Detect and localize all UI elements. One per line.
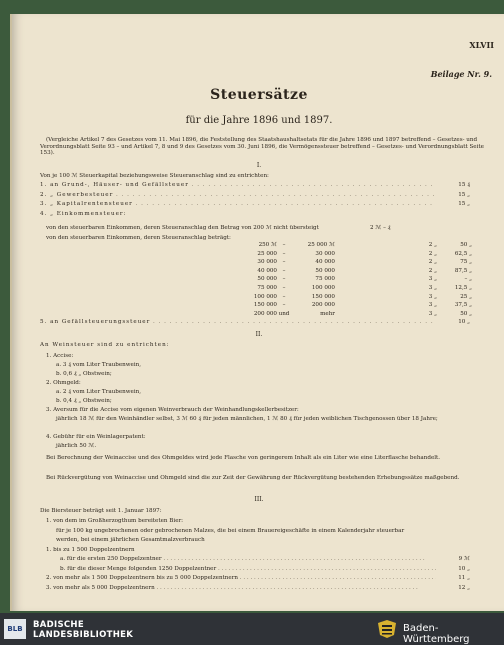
income-cell-from: 25 000: [257, 250, 277, 257]
row-value: 11 „: [458, 575, 470, 581]
income-cell-p: 25 „: [460, 293, 472, 300]
income-row: [237, 268, 472, 275]
income-cell-blank: [335, 251, 417, 258]
income-cell-p: – „: [464, 276, 472, 283]
row-value: 12 „: [458, 584, 470, 591]
row-value: 15 „: [458, 191, 470, 198]
crest-icon: [376, 619, 398, 639]
beer-line: 1. bis zu 1 500 Doppelzentnern: [46, 546, 135, 553]
income-cell-from: 50 000: [257, 276, 277, 283]
row-label: 1. an Grund-, Häuser- und Gefällsteuer . . .: [40, 182, 436, 189]
wine-line: b. 0,6 ₰ „ Obstwein;: [56, 371, 112, 377]
bw-name: Baden-Württemberg: [403, 623, 470, 645]
income-row: [237, 311, 472, 318]
wine-line: 2. Ohmgeld:: [46, 380, 81, 386]
section-1-heading: I.: [256, 162, 262, 169]
income-row: [237, 259, 472, 266]
income-cell-blank: [335, 311, 417, 318]
income-cell-m: 2 „: [428, 250, 437, 257]
row-label: 3. von mehr als 5 000 Doppelzentnern . . .: [46, 585, 436, 592]
beer-line: für je 100 kg ungebrochenen oder gebrochenen Malzes, die bei einem Brauereigeschäfte in einem Kalenderjahr steuerbar: [56, 527, 405, 534]
income-cell-to: 75 000: [315, 276, 335, 283]
income-cell-blank: [335, 276, 417, 283]
income-cell-m: 3 „: [428, 310, 437, 317]
income-cell-blank: [335, 294, 417, 301]
income-cell-sep: –: [282, 267, 286, 274]
income-row: [237, 285, 472, 292]
income-cell-sep: –: [282, 276, 286, 283]
row-value: 15 ₰: [458, 182, 470, 188]
row-label: b. für die dieser Menge folgenden 1250 Doppelzentner . . .: [60, 566, 436, 573]
table-row: [60, 556, 470, 563]
beer-line: werden, bei einem jährlichen Gesamtmalzverbrauch: [56, 537, 205, 543]
income-cell-p: 50 „: [460, 242, 472, 248]
wine-line: a. 2 ₰ vom Liter Traubenwein,: [56, 389, 142, 395]
row-label: 2. von mehr als 1 500 Doppelzentnern bis zu 5 000 Doppelzentnern . . .: [46, 575, 436, 582]
wine-paragraph-2: Bei Rückvergütung von Weinaccise und Ohmgeld sind die zur Zeit der Gewährung der Rückvergütung bestehenden Erhebungssätze maßgebend.: [46, 475, 460, 481]
income-cell-from: 250 ℳ: [258, 242, 277, 248]
income-cell-sep: –: [282, 293, 286, 300]
income-cell-m: 3 „: [428, 302, 437, 309]
page-subtitle: für die Jahre 1896 und 1897.: [185, 115, 333, 126]
income-row: [237, 276, 472, 283]
table-row: [40, 319, 470, 326]
income-row: [237, 294, 472, 301]
table-row: [40, 201, 470, 208]
income-cell-blank: [335, 259, 417, 266]
income-cell-m: 2 „: [428, 259, 437, 266]
row-label: 4. „ Einkommensteuer:: [40, 210, 127, 217]
income-cell-from: 150 000: [253, 302, 277, 309]
income-cell-to: 100 000: [311, 285, 335, 291]
section-2-lead: An Weinsteuer sind zu entrichten:: [40, 342, 170, 348]
row-value: [436, 211, 470, 218]
income-cell-sep: –: [282, 242, 286, 248]
table-row: [60, 566, 470, 573]
wine-line: 4. Gebühr für ein Weinlagerpatent:: [46, 434, 146, 440]
income-cell-to: mehr: [320, 310, 335, 317]
income-cell-p: 50 „: [460, 310, 472, 317]
income-cell-blank: [335, 268, 417, 275]
income-line-1: von den steuerbaren Einkommen, deren Steueranschlag den Betrag von 200 ℳ nicht übersteigt: [46, 225, 319, 231]
footer-bar: [0, 613, 504, 644]
income-cell-to: 40 000: [315, 259, 335, 266]
beer-line: 1. von dem im Großherzogthum bereiteten Bier:: [46, 518, 184, 524]
row-label: 3. „ Kapitalrentensteuer . . .: [40, 201, 436, 208]
income-cell-sep: –: [282, 250, 286, 257]
income-cell-p: 37,5 „: [454, 302, 472, 309]
intro-paragraph: (Vergleiche Artikel 7 des Gesetzes vom 11. Mai 1896, die Feststellung des Staatshaushaltsetats für die Jahre 1896 und 1897 betreffend – Gesetzes- und Verordnungsblatt Seite 93 – und Artikel 7, 8 und 9 des Gesetzes vom 30. Juni 1896, die Vermögenssteuer betreffend – Gesetzes- und Verordnungsblatt Seite 153).: [40, 137, 484, 157]
table-row: [40, 182, 470, 189]
table-row: [46, 585, 470, 592]
row-value: 9 ℳ: [458, 556, 470, 562]
page-title: Steuersätze: [210, 87, 308, 103]
income-cell-from: 100 000: [253, 293, 277, 300]
income-cell-m: 3 „: [428, 285, 437, 291]
income-cell-to: 200 000: [311, 302, 335, 309]
income-cell-m: 2 „: [428, 267, 437, 274]
blb-logo[interactable]: BLB: [4, 619, 26, 639]
income-row: [237, 302, 472, 309]
income-cell-m: 2 „: [428, 242, 437, 248]
income-cell-sep: –: [282, 285, 286, 291]
income-cell-p: 62,5 „: [454, 250, 472, 257]
wine-line: 1. Accise:: [46, 353, 74, 359]
income-cell-p: 75 „: [460, 259, 472, 266]
income-cell-from: 40 000: [257, 267, 277, 274]
wine-line: jährlich 18 ℳ für den Weinhändler selbst, 3 ℳ 60 ₰ für jeden männlichen, 1 ℳ 80 ₰ für jeden weiblichen Tischgenossen über 18 Jahre;: [56, 416, 438, 422]
table-row: [40, 211, 470, 218]
row-value: 10 „: [458, 565, 470, 572]
page-number: XLVII: [469, 40, 494, 50]
income-cell-blank: [335, 302, 417, 309]
income-cell-blank: [335, 285, 417, 292]
table-row: [46, 575, 470, 582]
income-cell-from: 30 000: [257, 259, 277, 266]
supplement-label: Beilage Nr. 9.: [430, 69, 492, 79]
income-cell-sep: –: [282, 302, 286, 309]
row-value: 15 „: [458, 201, 470, 207]
income-cell-m: 3 „: [428, 293, 437, 300]
section-3-heading: III.: [254, 496, 264, 503]
section-1-lead: Von je 100 ℳ Steuerkapital beziehungsweise Steueranschlag sind zu entrichten:: [40, 173, 269, 179]
wine-paragraph-1: Bei Berechnung der Weinaccise und des Ohmgeldes wird jede Flasche von geringerem Inhalt als ein Liter wie eine Literflasche behandelt.: [46, 455, 441, 461]
wine-line: 3. Aversum für die Accise vom eigenen Weinverbrauch der Weinhandlungskellerbesitzer:: [46, 407, 299, 413]
income-cell-from: 200 000: [253, 310, 277, 317]
row-label: 5. an Gefällsteuerungssteuer . . .: [40, 319, 436, 326]
income-row: [237, 242, 472, 249]
document-page: [10, 14, 504, 611]
wine-line: jährlich 50 ℳ.: [56, 443, 97, 449]
wine-line: a. 3 ₰ vom Liter Traubenwein,: [56, 362, 142, 368]
section-2-heading: II.: [255, 331, 263, 338]
blb-name: BADISCHE LANDESBIBLIOTHEK: [33, 620, 134, 640]
income-line-2: von den steuerbaren Einkommen, deren Steueranschlag beträgt:: [46, 235, 231, 241]
row-label: 2. „ Gewerbesteuer . . .: [40, 192, 436, 199]
income-cell-to: 25 000 ℳ: [307, 242, 335, 248]
income-cell-sep: –: [282, 259, 286, 266]
income-cell-to: 50 000: [315, 267, 335, 274]
income-row: [237, 251, 472, 258]
income-cell-blank: [335, 242, 417, 249]
row-label: a. für die ersten 250 Doppelzentner . . .: [60, 556, 436, 563]
income-cell-sep: und: [278, 310, 290, 317]
income-cell-from: 75 000: [257, 285, 277, 291]
income-cell-m: 3 „: [428, 276, 437, 283]
income-line-1-value: 2 ℳ – ₰: [370, 225, 391, 231]
income-cell-to: 150 000: [311, 293, 335, 300]
income-cell-p: 87,5 „: [454, 267, 472, 274]
section-3-lead: Die Biersteuer beträgt seit 1. Januar 1897:: [40, 508, 162, 514]
wine-line: b. 0,4 ₰ „ Obstwein;: [56, 398, 112, 404]
income-cell-to: 30 000: [315, 250, 335, 257]
table-row: [40, 192, 470, 199]
income-cell-p: 12,5 „: [454, 285, 472, 291]
row-value: 10 „: [458, 319, 470, 325]
